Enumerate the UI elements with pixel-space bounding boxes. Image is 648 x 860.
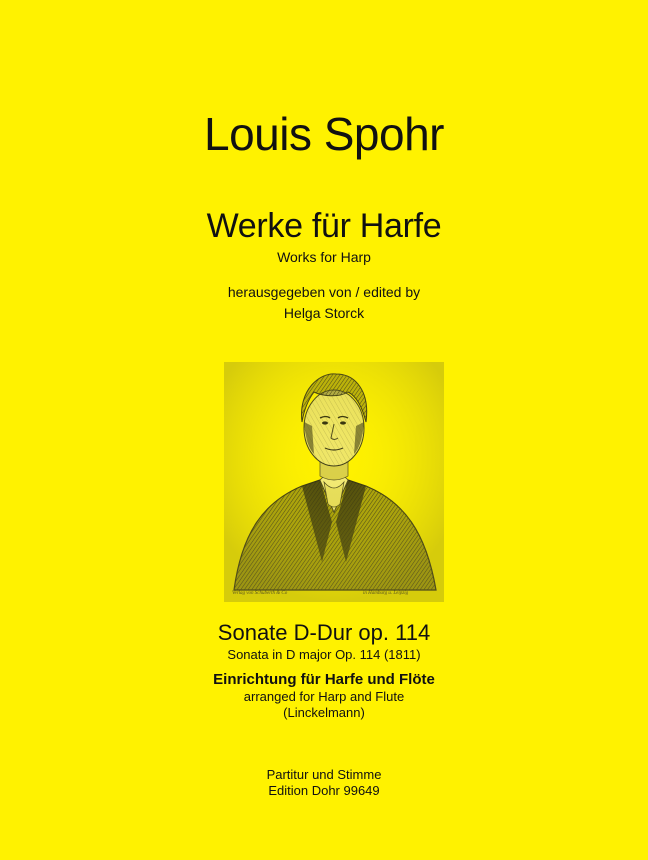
work-title: Werke für Harfe [206,207,442,245]
arranger-name: (Linckelmann) [283,705,365,720]
piece-title-english: Sonata in D major Op. 114 (1811) [227,647,421,662]
editor-name: Helga Storck [283,305,365,321]
work-title-english: Works for Harp [277,249,371,265]
composer-name: Louis Spohr [204,108,444,160]
catalog-number: Edition Dohr 99649 [268,783,380,798]
edited-by-label: herausgegeben von / edited by [227,284,421,300]
composer-portrait-icon [224,362,444,602]
portrait-caption-left: Verlag von Schuberth & Co [232,591,288,596]
arrangement-english: arranged for Harp and Flute [243,689,405,704]
piece-title: Sonate D-Dur op. 114 [217,620,431,645]
arrangement-title: Einrichtung für Harfe und Flöte [213,671,435,688]
edition-format: Partitur und Stimme [266,767,382,782]
portrait-caption-right: in Hamburg u. Leipzig [363,591,409,596]
